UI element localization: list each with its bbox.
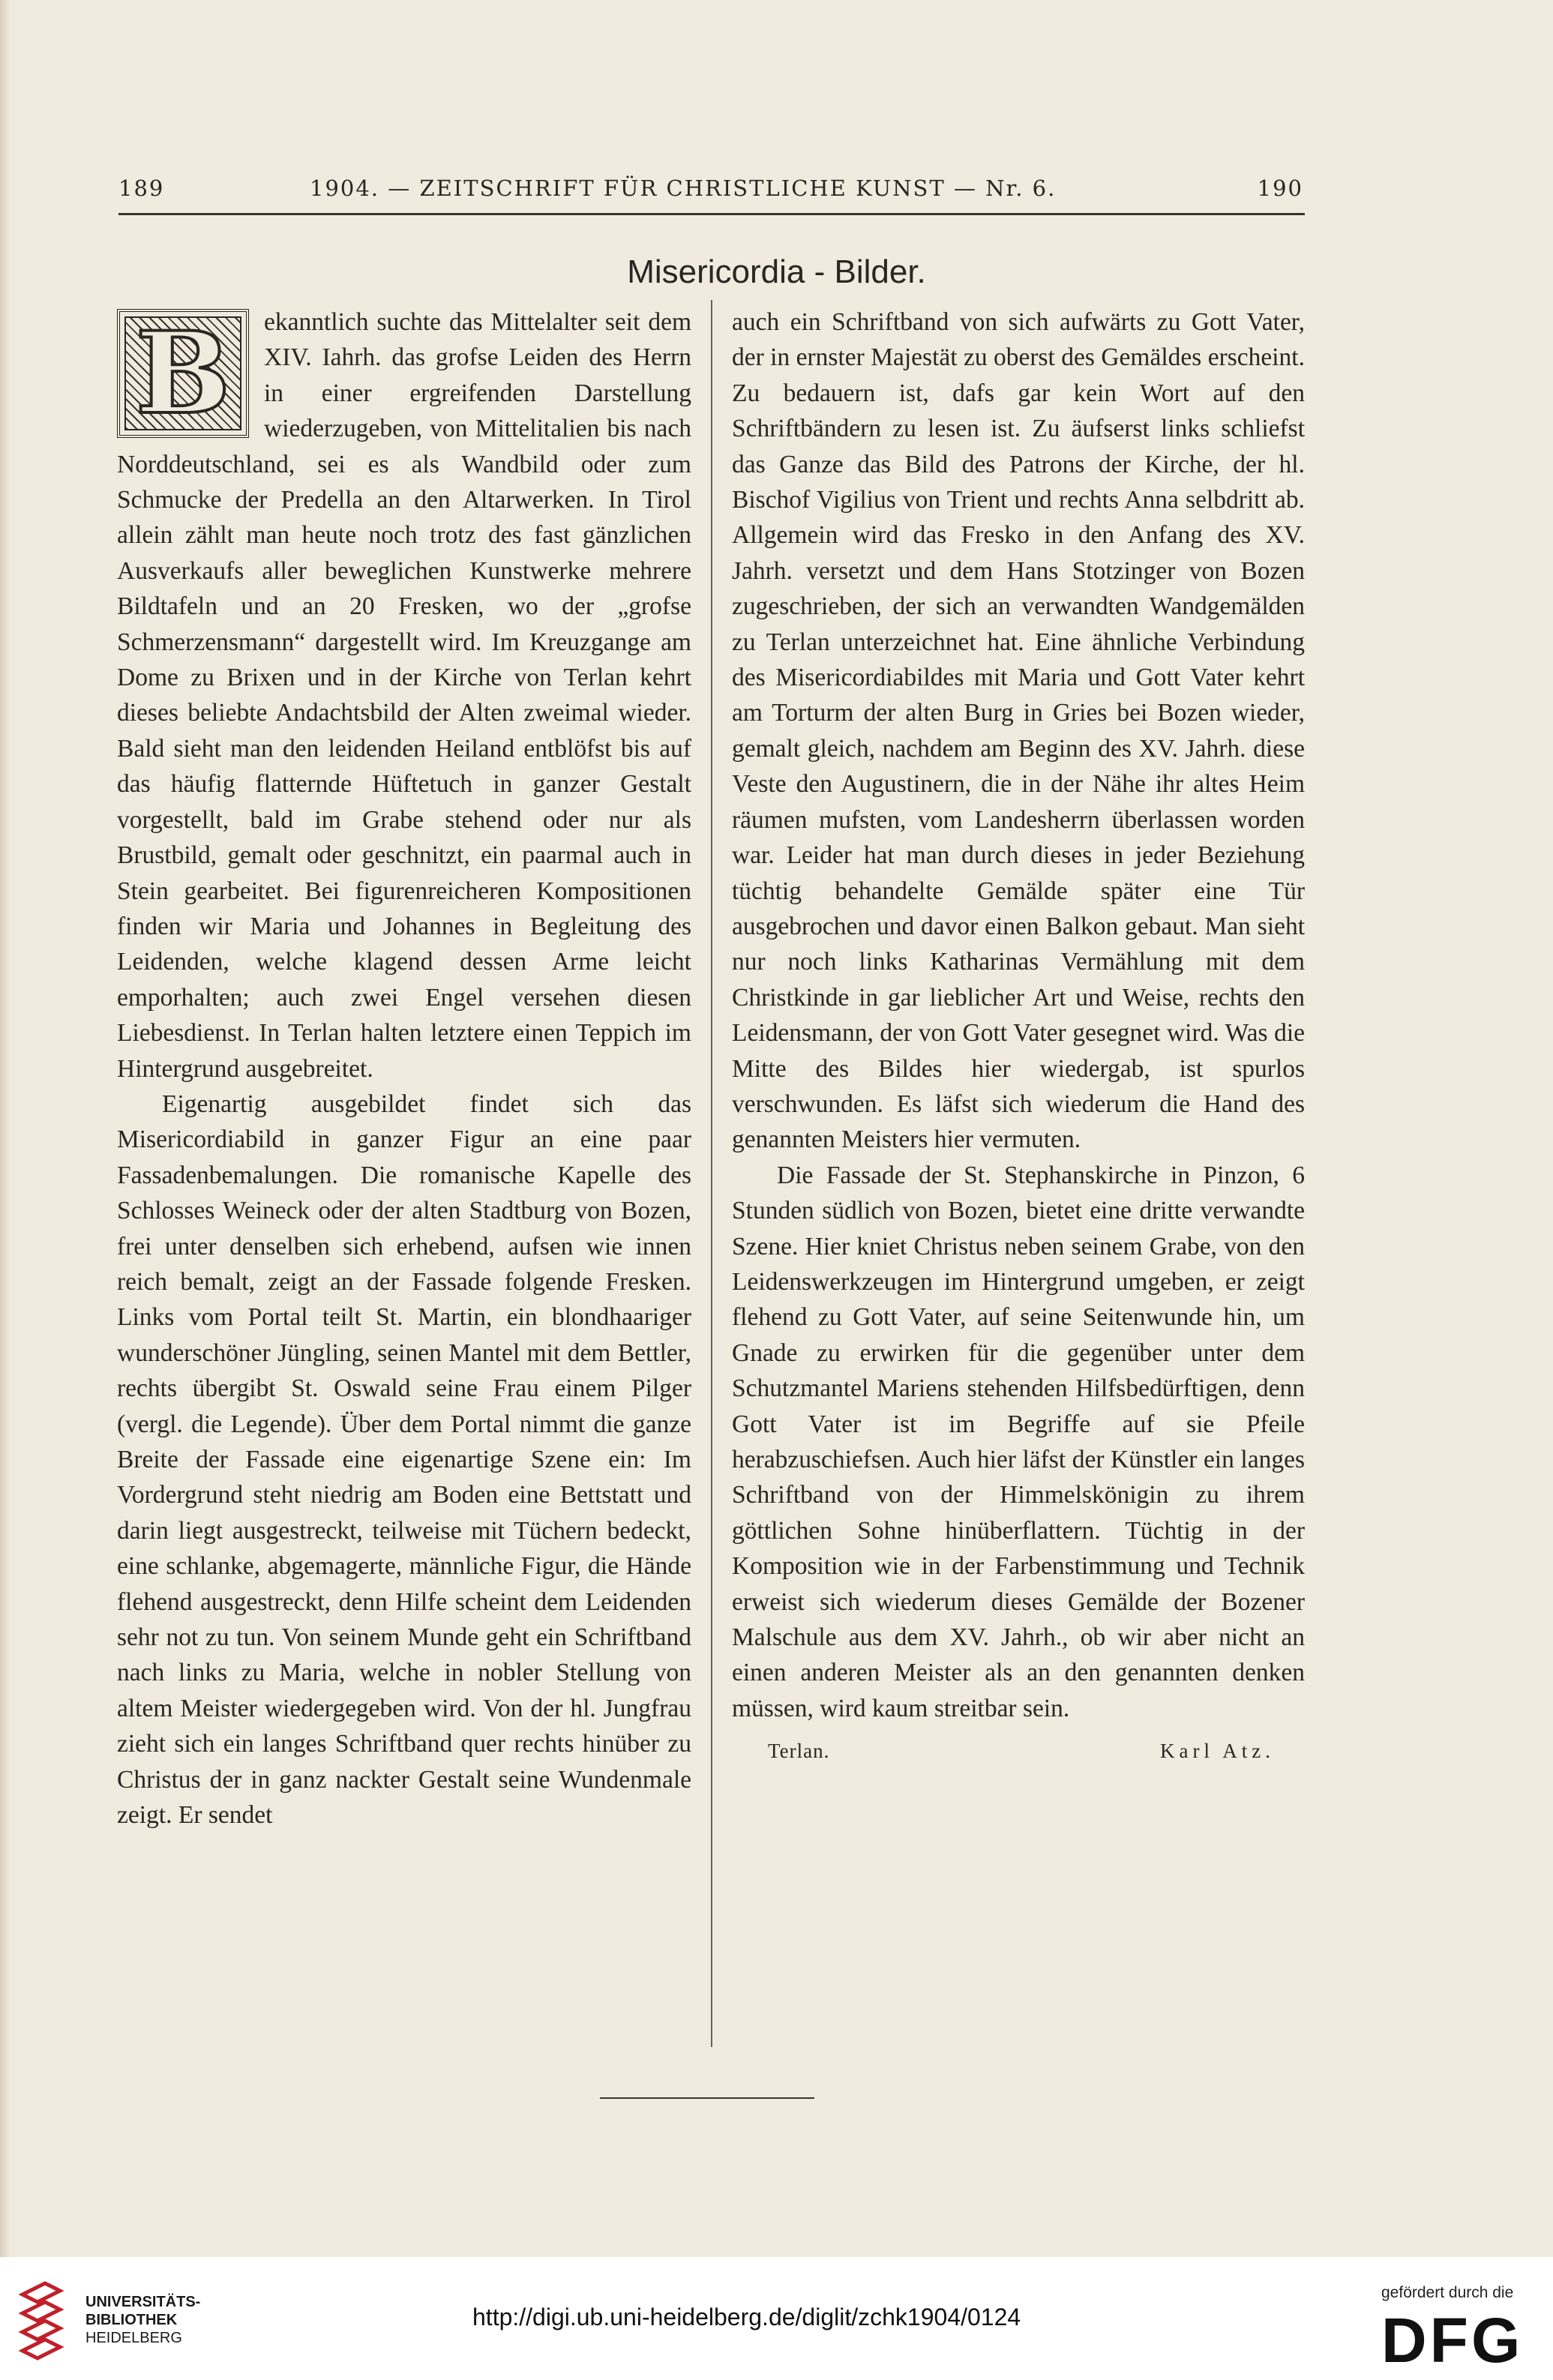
- signoff-location: Terlan.: [768, 1740, 830, 1763]
- running-title: 1904. — ZEITSCHRIFT FÜR CHRISTLICHE KUNST — Nr. 6.: [310, 175, 1057, 201]
- ornamental-initial: [117, 309, 249, 438]
- dfg-logo: DFG: [1381, 2305, 1524, 2376]
- article-title: Misericordia - Bilder.: [627, 253, 926, 290]
- left-column: [117, 304, 691, 1833]
- paragraph: Eigenartig ausgebildet findet sich das Misericordiabild in ganzer Figur an eine paar Fassadenbemalungen. Die romanische Kapelle des Schlosses Weineck oder der alten Stadtburg von Bozen, frei unter denselben sich erhebend, aufsen wie innen reich bemalt, zeigt an der Fassade folgende Fresken. Links vom Portal teilt St. Martin, ein blondhaariger wunderschöner Jüngling, seinen Mantel mit dem Bettler, rechts übergibt St. Oswald seine Frau einem Pilger (vergl. die Legende). Über dem Portal nimmt die ganze Breite der Fassade eine eigenartige Szene ein: Im Vordergrund steht niedrig am Boden eine Bettstatt und darin liegt ausgestreckt, teilweise mit Tüchern bedeckt, eine schlanke, abgemagerte, männliche Figur, die Hände flehend ausgestreckt, denn Hilfe scheint dem Leidenden sehr not zu tun. Von seinem Munde geht ein Schriftband nach links zu Maria, welche in nobler Stellung von altem Meister wiedergegeben wird. Von der hl. Jungfrau zieht sich ein langes Schriftband quer rechts hinüber zu Christus der in ganz nackter Gestalt seine Wundenmale zeigt. Er sendet: [117, 1090, 691, 1830]
- running-header: [118, 175, 1303, 205]
- library-line-2: BIBLIOTHEK: [85, 2312, 178, 2328]
- library-logo-icon: [15, 2280, 67, 2362]
- paragraph: ekanntlich suchte das Mittelalter seit dem XIV. Iahrh. das grofse Leiden des Herrn in einer ergreifenden Darstellung wiederzugeben, von Mittelitalien bis nach Norddeutschland, sei es als Wandbild oder zum Schmucke der Predella an den Altarwerken. In Tirol allein zählt man heute noch trotz des fast gänzlichen Ausverkaufs aller beweglichen Kunstwerke mehrere Bildtafeln und an 20 Fresken, wo der „grofse Schmerzensmann“ dargestellt wird. Im Kreuzgange am Dome zu Brixen und in der Kirche von Terlan kehrt dieses beliebte Andachtsbild der Alten zweimal wieder. Bald sieht man den leidenden Heiland entblöfst bis auf das häufig flatternde Hüftetuch in ganzer Gestalt vorgestellt, bald im Grabe stehend oder nur als Brustbild, gemalt oder geschnitzt, ein paarmal auch in Stein gearbeitet. Bei figurenreicheren Kompositionen finden wir Maria und Johannes in Begleitung des Leidenden, welche klagend dessen Arme leicht emporhalten; auch zwei Engel versehen diesen Liebesdienst. In Terlan halten letztere einen Teppich im Hintergrund ausgebreitet.: [117, 308, 691, 1083]
- paragraph: Die Fassade der St. Stephanskirche in Pinzon, 6 Stunden südlich von Bozen, bietet eine dritte verwandte Szene. Hier kniet Christus neben seinem Grabe, von den Leidenswerkzeugen im Hintergrund umgeben, er zeigt flehend zu Gott Vater, auf seine Seitenwunde hin, um Gnade zu erwirken für die gegenüber unter dem Schutzmantel Mariens stehenden Hilfsbedürftigen, denn Gott Vater ist im Begriffe auf sie Pfeile herabzuschiefsen. Auch hier läfst der Künstler ein langes Schriftband von der Himmelskönigin zu ihrem göttlichen Sohne hinüberflattern. Tüchtig in der Komposition wie in der Farbenstimmung und Technik erweist sich wiederum dieses Gemälde der Bozener Malschule aus dem XV. Jahrh., ob wir aber nicht an einen anderen Meister als an den genannten denken müssen, wird kaum streitbar sein.: [732, 1161, 1305, 1722]
- header-rule: [118, 213, 1305, 215]
- right-column: [732, 304, 1305, 1764]
- signoff: [732, 1729, 1305, 1764]
- library-name: [85, 2293, 200, 2347]
- page-number-right: 190: [1257, 175, 1303, 201]
- library-line-1: UNIVERSITÄTS-: [85, 2294, 201, 2310]
- paragraph: auch ein Schriftband von sich aufwärts zu Gott Vater, der in ernster Majestät zu oberst des Gemäldes erscheint. Zu bedauern ist, dafs gar kein Wort auf den Schriftbändern zu lesen ist. Zu äufserst links schliefst das Ganze das Bild des Patrons der Kirche, der hl. Bischof Vigilius von Trient und rechts Anna selbdritt ab. Allgemein wird das Fresko in den Anfang des XV. Jahrh. versetzt und dem Hans Stotzinger von Bozen zugeschrieben, der sich an verwandten Wandgemälden zu Terlan unterzeichnet hat. Eine ähnliche Verbindung des Misericordiabildes mit Maria und Gott Vater kehrt am Torturm der alten Burg in Gries bei Bozen wieder, gemalt gleich, nachdem am Beginn des XV. Jahrh. diese Veste den Augustinern, die in der Nähe ihr altes Heim räumen mufsten, vom Landesherrn überlassen worden war. Leider hat man durch dieses in jeder Beziehung tüchtig behandelte Gemälde später eine Tür ausgebrochen und davor einen Balkon gebaut. Man sieht nur noch links Katharinas Vermählung mit dem Christkinde in gar lieblicher Art und Weise, rechts den Leidensmann, der von Gott Vater gesegnet wird. Was die Mitte des Bildes hier wiedergab, ist spurlos verschwunden. Es läfst sich wiederum die Hand des genannten Meisters hier vermuten.: [732, 308, 1305, 1154]
- footer-bar: [0, 2257, 1553, 2380]
- end-rule: [600, 2097, 814, 2099]
- dropcap-letter: B: [135, 307, 231, 439]
- column-divider: [711, 300, 712, 2047]
- library-line-3: HEIDELBERG: [85, 2330, 182, 2346]
- signoff-author: Karl Atz.: [1160, 1740, 1275, 1763]
- page-number-left: 189: [118, 175, 165, 201]
- funding-label: gefördert durch die: [1381, 2284, 1514, 2301]
- permalink[interactable]: http://digi.ub.uni-heidelberg.de/diglit/zchk1904/0124: [472, 2304, 1021, 2331]
